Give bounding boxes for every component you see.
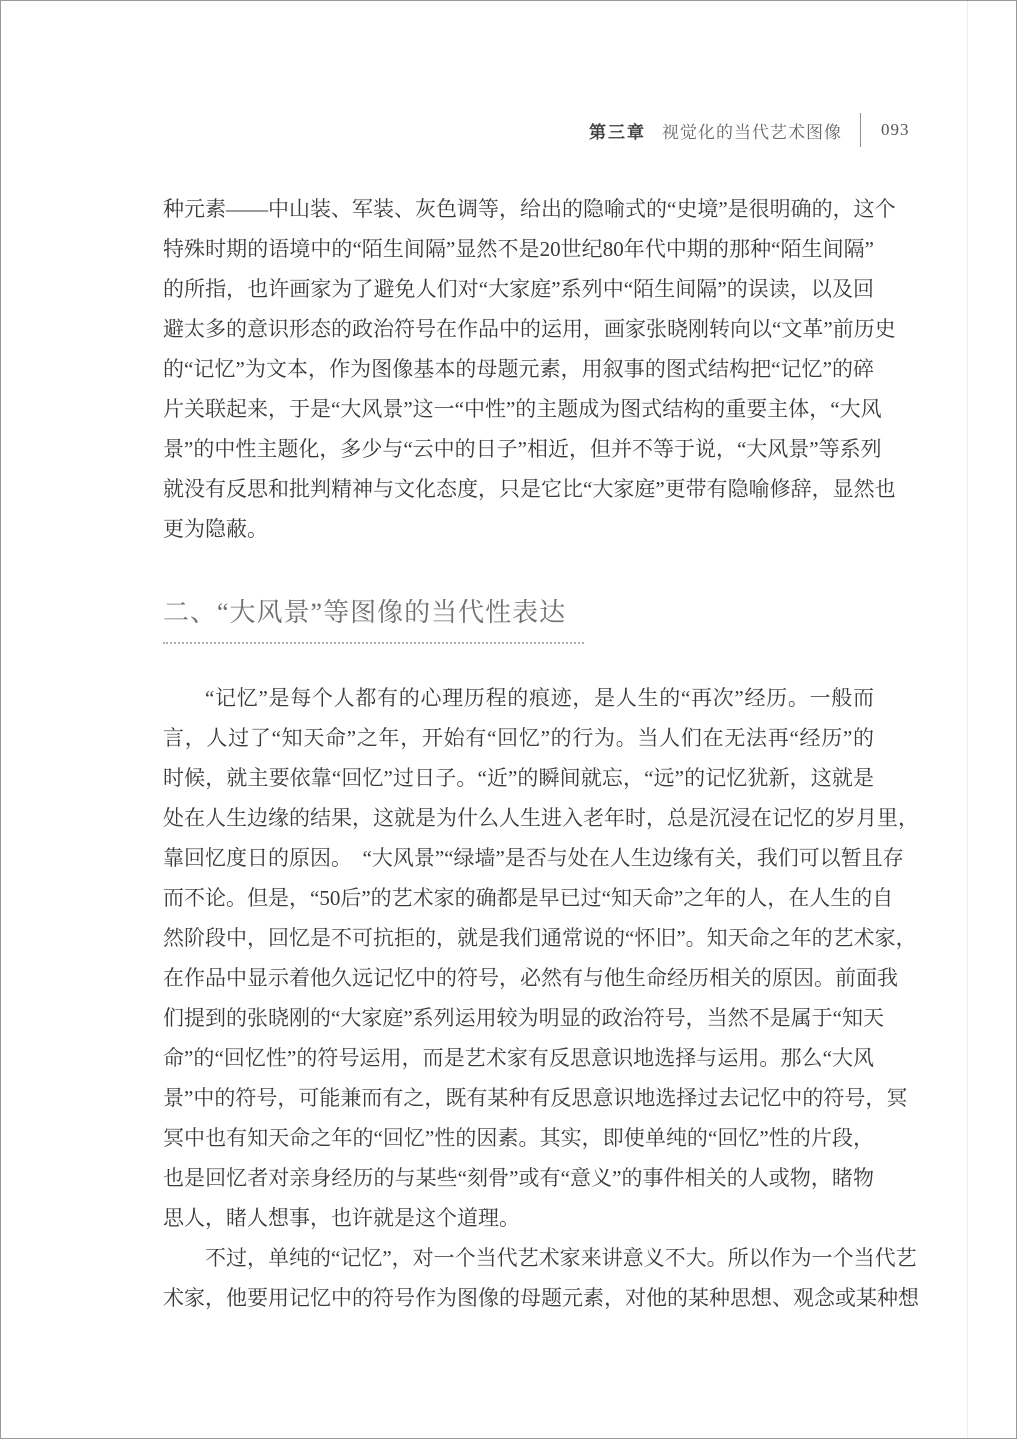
text-line: 术家，他要用记忆中的符号作为图像的母题元素，对他的某种思想、观念或某种想 xyxy=(163,1286,919,1310)
text-line: 的所指，也许画家为了避免人们对“大家庭”系列中“陌生间隔”的误读，以及回 xyxy=(163,277,874,301)
text-line: 特殊时期的语境中的“陌生间隔”显然不是20世纪80年代中期的那种“陌生间隔” xyxy=(163,237,874,261)
content-blocks xyxy=(163,189,919,1318)
paragraph xyxy=(163,189,896,549)
text-line: 不过，单纯的“记忆”，对一个当代艺术家来讲意义不大。所以作为一个当代艺 xyxy=(205,1246,917,1270)
text-line: “记忆”是每个人都有的心理历程的痕迹，是人生的“再次”经历。一般而 xyxy=(205,686,874,710)
text-line: 时候，就主要依靠“回忆”过日子。“近”的瞬间就忘，“远”的记忆犹新，这就是 xyxy=(163,766,874,790)
chapter-label: 第三章 xyxy=(589,122,646,142)
text-line: 们提到的张晓刚的“大家庭”系列运用较为明显的政治符号，当然不是属于“知天 xyxy=(163,1006,884,1030)
text-line: 景”的中性主题化，多少与“云中的日子”相近，但并不等于说，“大风景”等系列 xyxy=(163,437,882,461)
text-line: 处在人生边缘的结果，这就是为什么人生进入老年时，总是沉浸在记忆的岁月里， xyxy=(163,806,919,830)
paragraph xyxy=(163,678,919,1238)
text-line: 靠回忆度日的原因。 “大风景”“绿墙”是否与处在人生边缘有关，我们可以暂且存 xyxy=(163,846,904,870)
text-line: 的“记忆”为文本，作为图像基本的母题元素，用叙事的图式结构把“记忆”的碎 xyxy=(163,357,874,381)
text-line: 景”中的符号，可能兼而有之，既有某种有反思意识地选择过去记忆中的符号，冥 xyxy=(163,1086,908,1110)
text-line: 然阶段中，回忆是不可抗拒的，就是我们通常说的“怀旧”。知天命之年的艺术家， xyxy=(163,926,917,950)
text-line: 就没有反思和批判精神与文化态度，只是它比“大家庭”更带有隐喻修辞，显然也 xyxy=(163,477,896,501)
section-heading-row xyxy=(163,593,874,644)
section-heading: 二、“大风景”等图像的当代性表达 xyxy=(163,593,584,644)
running-title: 视觉化的当代艺术图像 xyxy=(662,122,842,142)
paragraph xyxy=(163,1238,919,1318)
text-line: 在作品中显示着他久远记忆中的符号，必然有与他生命经历相关的原因。前面我 xyxy=(163,966,898,990)
text-line: 思人，睹人想事，也许就是这个道理。 xyxy=(163,1206,520,1230)
text-line: 冥中也有知天命之年的“回忆”性的因素。其实，即使单纯的“回忆”性的片段， xyxy=(163,1126,874,1150)
text-line: 而不论。但是，“50后”的艺术家的确都是早已过“知天命”之年的人，在人生的自 xyxy=(163,886,894,910)
text-line: 种元素——中山装、军装、灰色调等，给出的隐喻式的“史境”是很明确的，这个 xyxy=(163,197,896,221)
text-line: 命”的“回忆性”的符号运用，而是艺术家有反思意识地选择与运用。那么“大风 xyxy=(163,1046,874,1070)
scan-seam xyxy=(967,1,968,1438)
header-divider xyxy=(860,113,861,147)
page-header xyxy=(1,113,915,147)
text-line: 片关联起来，于是“大风景”这一“中性”的主题成为图式结构的重要主体，“大风 xyxy=(163,397,882,421)
text-line: 更为隐蔽。 xyxy=(163,517,268,541)
page-number: 093 xyxy=(881,120,910,139)
text-line: 避太多的意识形态的政治符号在作品中的运用，画家张晓刚转向以“文革”前历史 xyxy=(163,317,896,341)
text-line: 言，人过了“知天命”之年，开始有“回忆”的行为。当人们在无法再“经历”的 xyxy=(163,726,874,750)
text-line: 也是回忆者对亲身经历的与某些“刻骨”或有“意义”的事件相关的人或物，睹物 xyxy=(163,1166,874,1190)
